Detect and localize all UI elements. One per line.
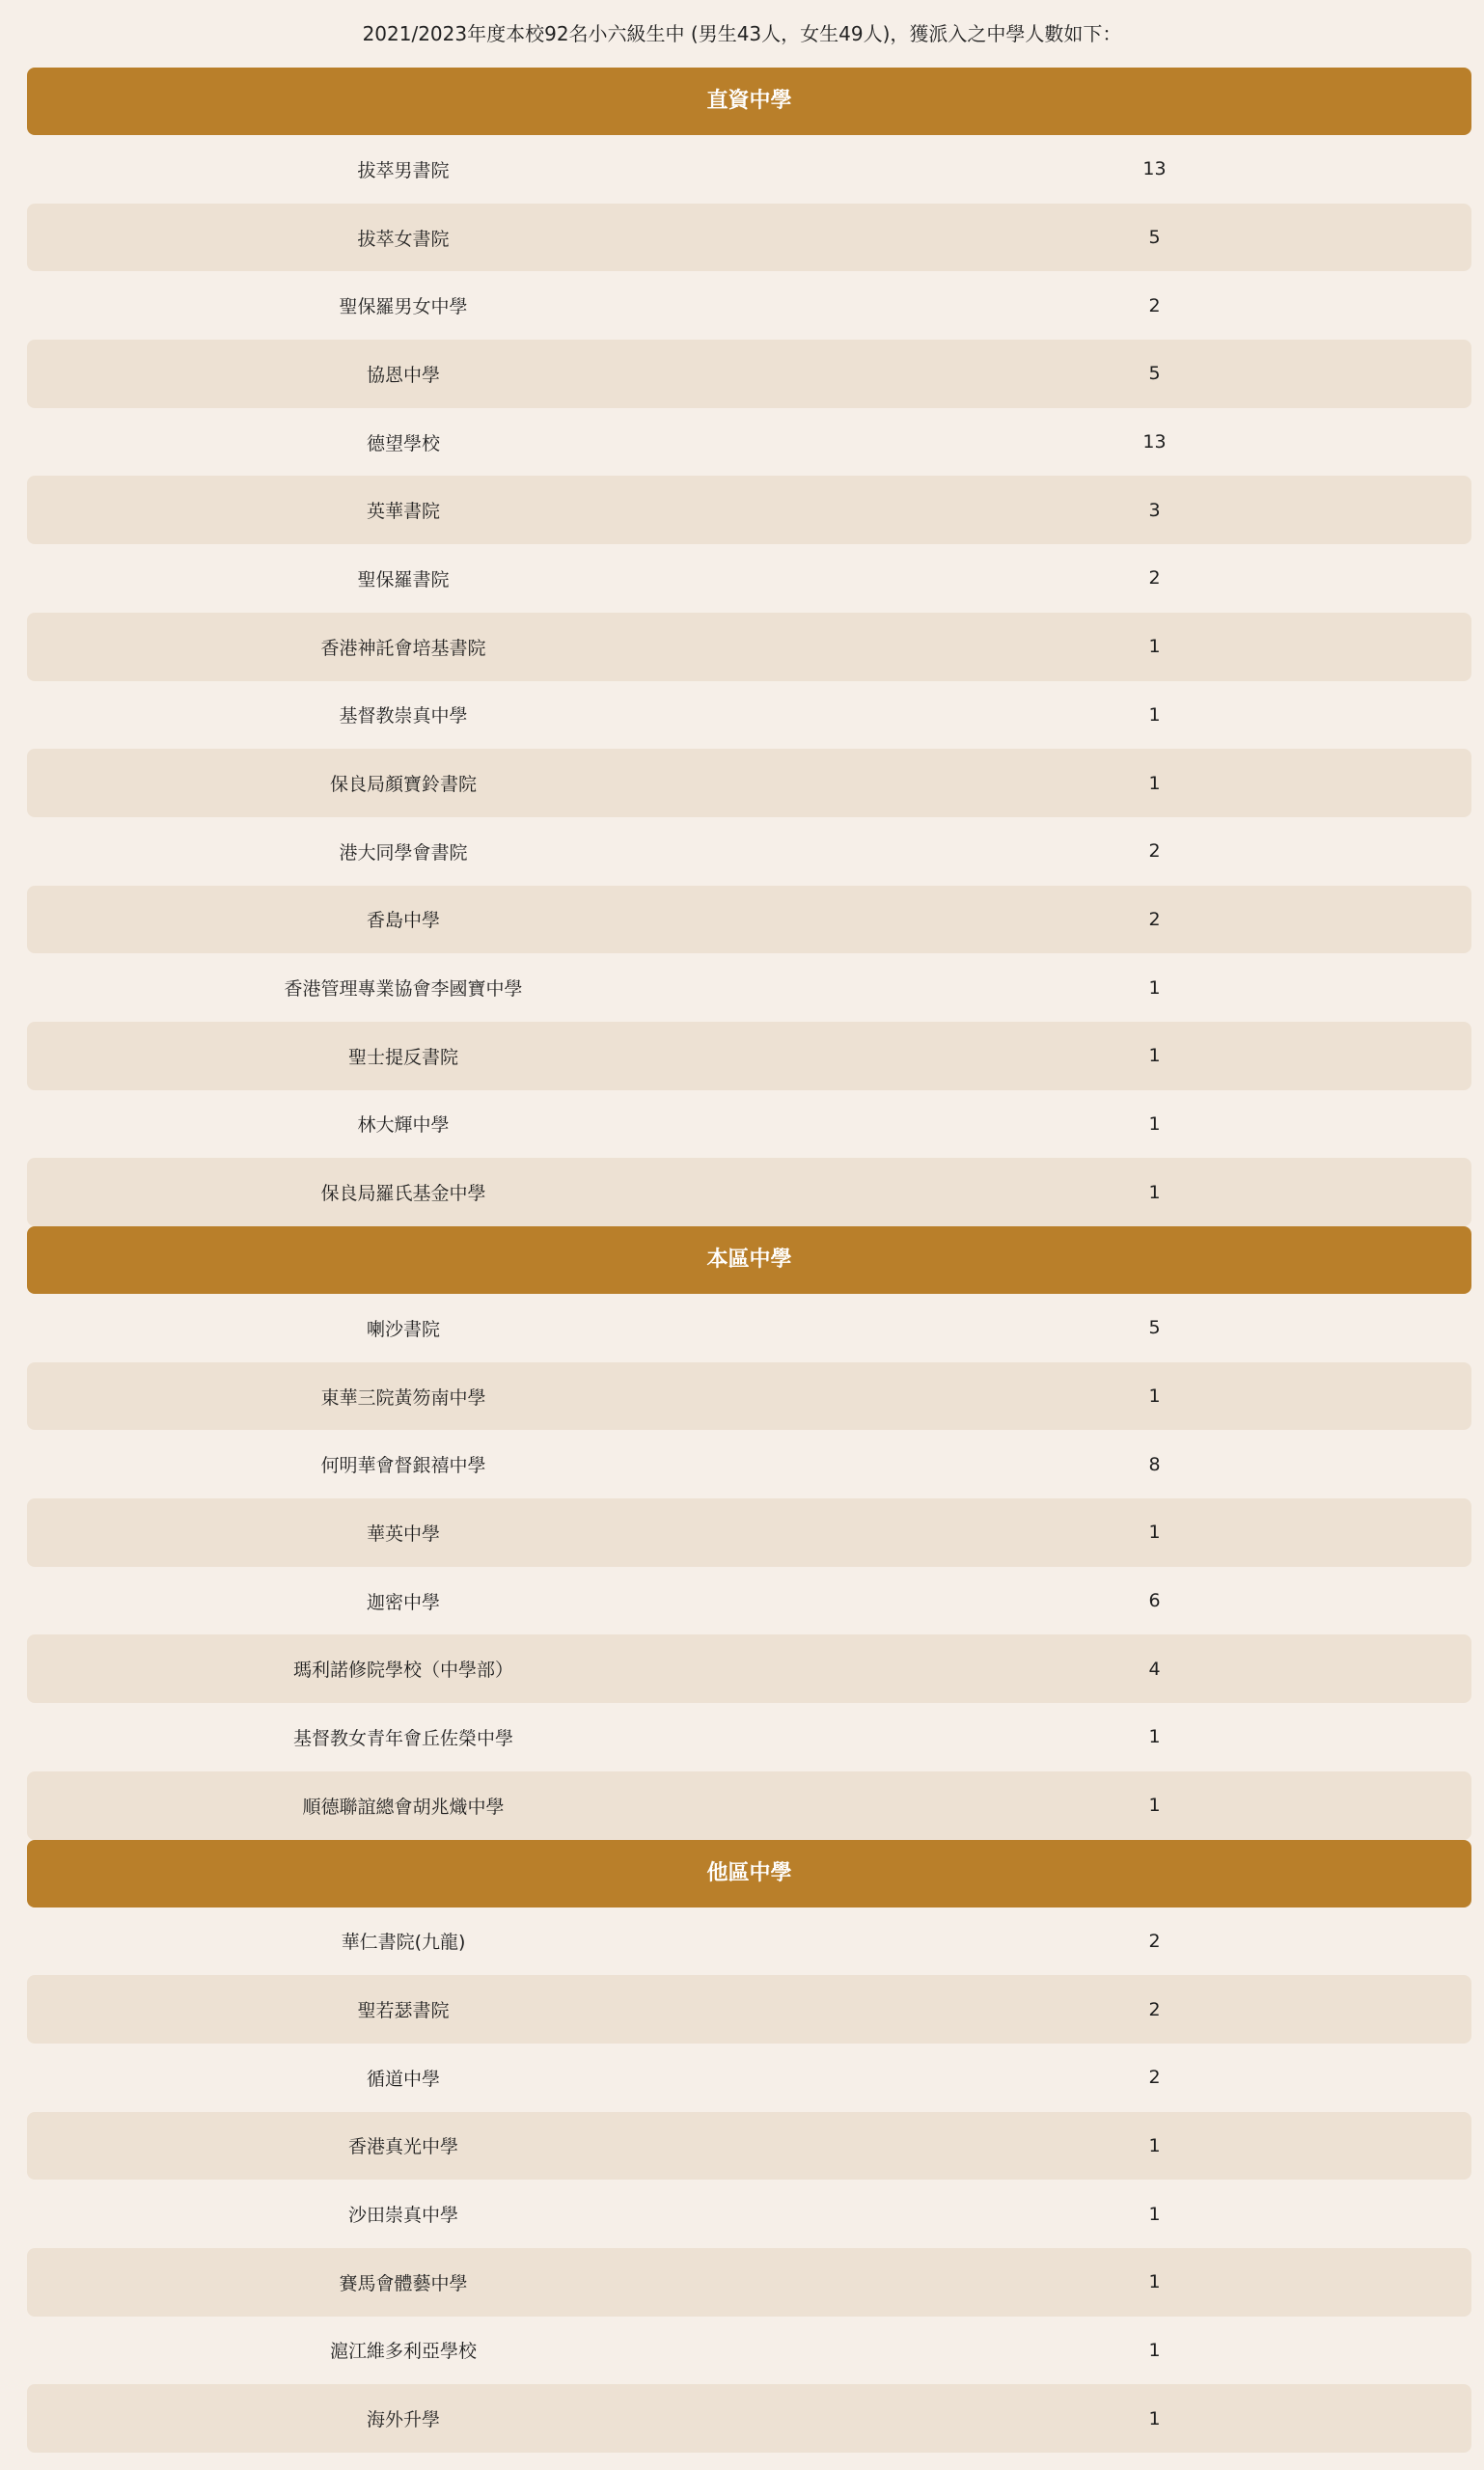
table-row	[27, 2384, 1471, 2453]
table-row	[27, 1567, 1471, 1635]
student-count: 2	[1148, 1930, 1161, 1952]
school-name: 海外升學	[366, 2409, 440, 2431]
student-count: 1	[1148, 636, 1161, 658]
school-name: 基督教崇真中學	[339, 705, 468, 727]
student-count: 1	[1148, 2134, 1161, 2156]
school-name: 港大同學會書院	[339, 841, 468, 864]
section-header: 本區中學	[27, 1226, 1471, 1294]
school-name: 保良局顏寶鈴書院	[329, 774, 477, 796]
school-name: 賽馬會體藝中學	[339, 2272, 468, 2294]
table-row	[27, 1158, 1471, 1226]
school-name: 華仁書院(九龍)	[341, 1932, 466, 1954]
student-count: 1	[1148, 2339, 1161, 2361]
student-count: 8	[1148, 1453, 1161, 1475]
student-count: 1	[1148, 1112, 1161, 1135]
school-name: 林大輝中學	[357, 1114, 450, 1137]
table-row	[27, 2317, 1471, 2385]
table-row	[27, 2248, 1471, 2317]
table-row	[27, 1090, 1471, 1159]
table-row	[27, 1362, 1471, 1431]
school-name: 德望學校	[366, 432, 440, 454]
school-name: 香島中學	[366, 910, 440, 932]
student-count: 2	[1148, 2067, 1161, 2089]
student-count: 6	[1148, 1590, 1161, 1612]
table-row	[27, 2044, 1471, 2112]
school-name: 沙田崇真中學	[347, 2205, 458, 2227]
student-count: 1	[1148, 1045, 1161, 1067]
school-name: 何明華會督銀禧中學	[320, 1455, 486, 1477]
school-name: 循道中學	[366, 2068, 440, 2090]
student-count: 5	[1148, 363, 1161, 385]
table-row	[27, 2180, 1471, 2248]
table-row	[27, 1703, 1471, 1771]
student-count: 1	[1148, 2407, 1161, 2429]
student-count: 1	[1148, 1726, 1161, 1748]
table-row	[27, 544, 1471, 613]
school-name: 聖保羅男女中學	[339, 296, 468, 318]
student-count: 1	[1148, 772, 1161, 794]
section-header: 他區中學	[27, 1840, 1471, 1907]
student-count: 4	[1148, 1658, 1161, 1680]
school-name: 東華三院黃笏南中學	[320, 1386, 486, 1409]
table-row	[27, 1907, 1471, 1976]
table-row	[27, 1294, 1471, 1362]
school-name: 香港真光中學	[347, 2136, 458, 2158]
table-row	[27, 953, 1471, 1022]
table-row	[27, 476, 1471, 544]
student-count: 2	[1148, 840, 1161, 863]
student-count: 3	[1148, 499, 1161, 521]
student-count: 1	[1148, 1522, 1161, 1544]
student-count: 2	[1148, 908, 1161, 930]
student-count: 13	[1142, 431, 1167, 453]
school-name: 華英中學	[366, 1523, 440, 1545]
student-count: 1	[1148, 1795, 1161, 1817]
table-row	[27, 408, 1471, 477]
table-row	[27, 1975, 1471, 2044]
table-row	[27, 204, 1471, 272]
school-name: 迦密中學	[366, 1591, 440, 1613]
section-header: 直資中學	[27, 68, 1471, 135]
school-name: 滬江維多利亞學校	[329, 2341, 477, 2363]
school-name: 基督教女青年會丘佐榮中學	[292, 1727, 513, 1749]
allocation-table	[27, 68, 1471, 2453]
table-row	[27, 817, 1471, 886]
table-row	[27, 271, 1471, 340]
student-count: 13	[1142, 158, 1167, 180]
student-count: 1	[1148, 1181, 1161, 1203]
student-count: 1	[1148, 976, 1161, 999]
school-name: 順德聯誼總會胡兆熾中學	[302, 1796, 505, 1818]
student-count: 1	[1148, 703, 1161, 726]
school-name: 香港神託會培基書院	[320, 637, 486, 659]
table-row	[27, 613, 1471, 681]
table-row	[27, 1634, 1471, 1703]
intro-text: 2021/2023年度本校92名小六級生中 (男生43人，女生49人)，獲派入之中學人數如下：	[362, 22, 1122, 45]
table-row	[27, 1771, 1471, 1840]
student-count: 5	[1148, 1317, 1161, 1339]
student-count: 1	[1148, 1386, 1161, 1408]
table-row	[27, 681, 1471, 750]
school-name: 聖若瑟書院	[357, 2000, 450, 2022]
table-row	[27, 1498, 1471, 1567]
student-count: 2	[1148, 294, 1161, 316]
school-name: 協恩中學	[366, 364, 440, 386]
school-name: 拔萃男書院	[357, 159, 450, 181]
table-row	[27, 749, 1471, 817]
school-name: 拔萃女書院	[357, 228, 450, 250]
student-count: 1	[1148, 2203, 1161, 2225]
school-name: 保良局羅氏基金中學	[320, 1183, 486, 1205]
school-name: 香港管理專業協會李國寶中學	[284, 978, 523, 1001]
school-name: 聖士提反書院	[347, 1046, 458, 1068]
student-count: 2	[1148, 567, 1161, 590]
student-count: 5	[1148, 227, 1161, 249]
table-row	[27, 135, 1471, 204]
table-row	[27, 1430, 1471, 1498]
school-name: 英華書院	[366, 501, 440, 523]
table-row	[27, 2112, 1471, 2181]
school-name: 喇沙書院	[366, 1318, 440, 1340]
school-name: 瑪利諾修院學校（中學部）	[292, 1660, 513, 1682]
student-count: 2	[1148, 1998, 1161, 2020]
school-name: 聖保羅書院	[357, 568, 450, 590]
table-row	[27, 1022, 1471, 1090]
table-row	[27, 886, 1471, 954]
student-count: 1	[1148, 2271, 1161, 2293]
table-row	[27, 340, 1471, 408]
